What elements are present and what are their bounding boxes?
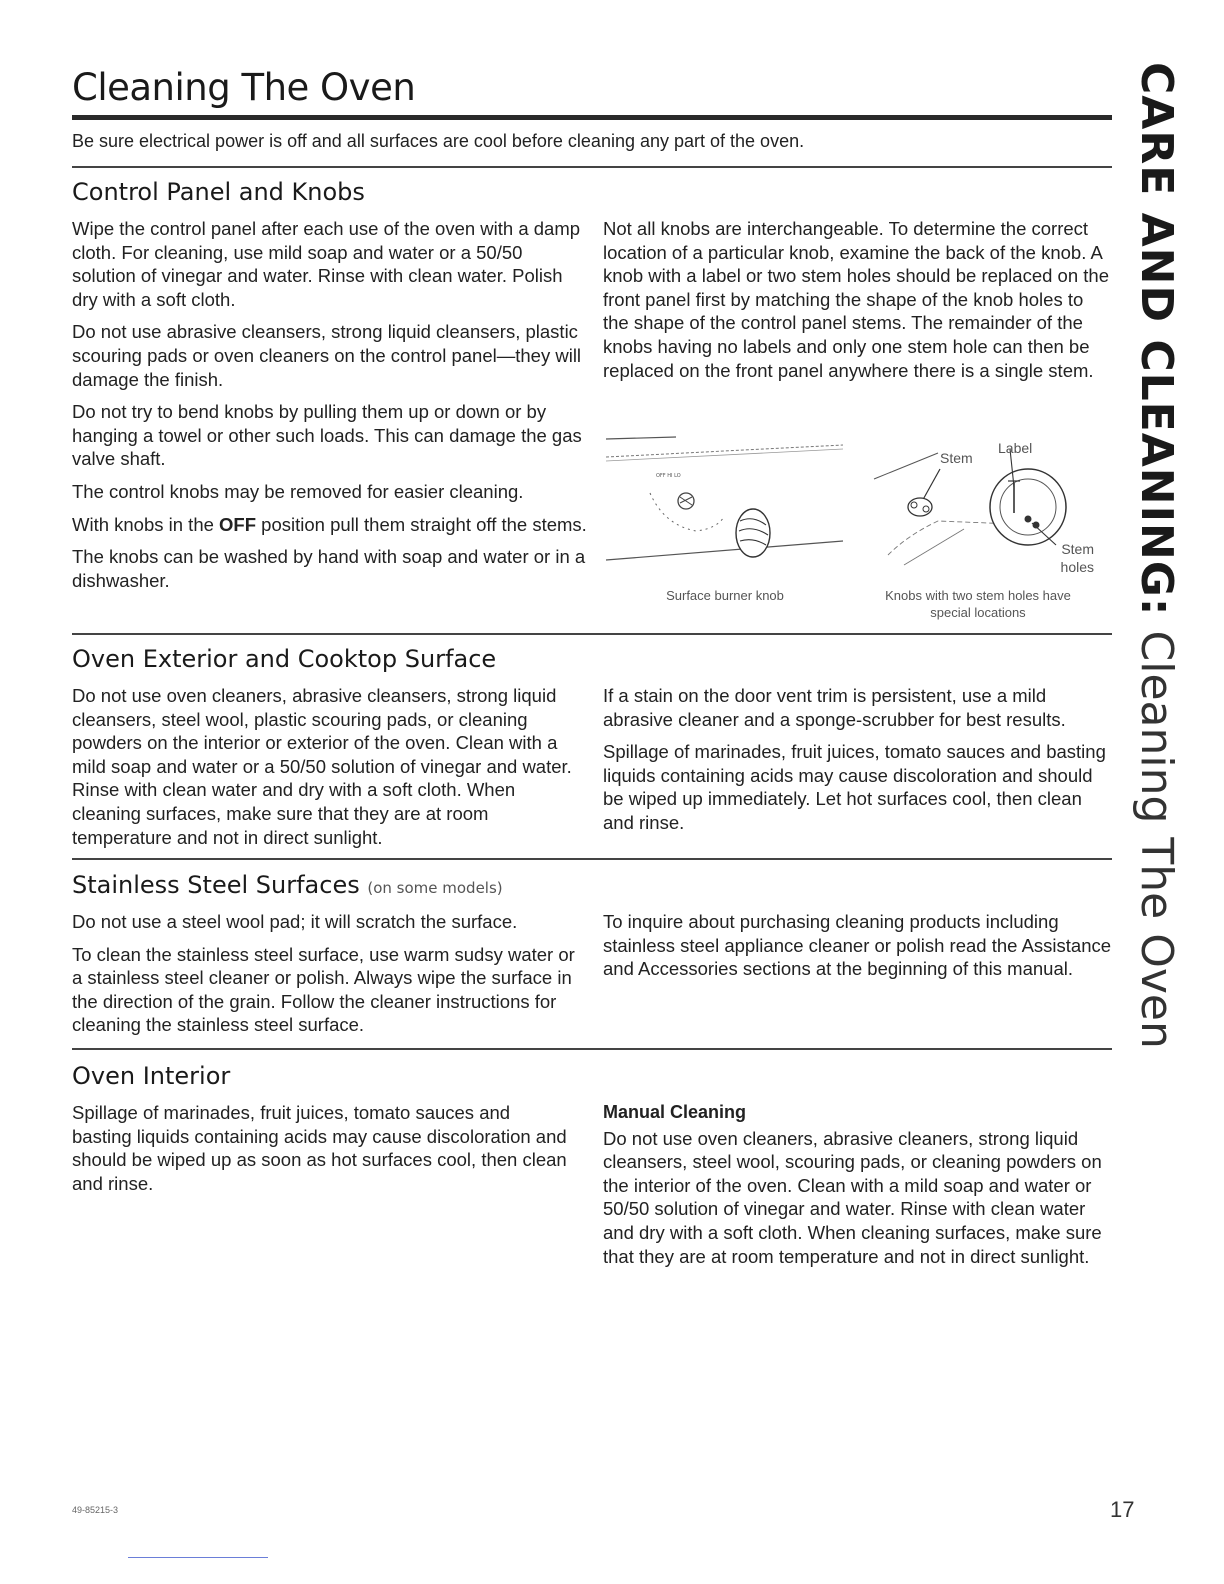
stem-holes-caption: Knobs with two stem holes have special locations [885,588,1071,620]
stainless-title-note: (on some models) [367,879,503,897]
paragraph: Do not use abrasive cleansers, strong liquid cleansers, plastic scouring pads or oven cleaners on the control panel—they will damage the finish. [72,321,582,390]
document-code: 49-85215-3 [72,1505,119,1515]
stainless-title-text: Stainless Steel Surfaces [72,871,360,899]
paragraph-off-position [72,513,587,537]
paragraph: Do not use oven cleaners, abrasive cleansers, strong liquid cleansers, steel wool, plastic scouring pads, or cleaning powders on the interior or exterior of the oven. Clean with a mild soap and water or a 50/50 solution of vinegar and water. Rinse with clean water and dry with a soft cloth. When cleaning surfaces, make sure that they are at room temperature and not in direct sunlight. [72,685,572,848]
stem-label: Stem [940,450,973,466]
paragraph: Spillage of marinades, fruit juices, tomato sauces and basting liquids containing acids may cause discoloration and should be wiped up as soon as hot surfaces cool, then clean and rinse. [72,1102,567,1194]
intro-text: Be sure electrical power is off and all surfaces are cool before cleaning any part of the oven. [72,131,805,151]
paragraph: To inquire about purchasing cleaning products including stainless steel appliance cleaner or polish read the Assistance and Accessories sections at the beginning of this manual. [603,911,1112,980]
manual-cleaning-heading: Manual Cleaning [603,1102,747,1122]
surface-burner-knob-illustration [598,425,858,585]
paragraph: Wipe the control panel after each use of the oven with a damp cloth. For cleaning, use mild soap and water or a 50/50 solution of vinegar and water. Rinse with clean water. Polish dry with a soft cloth. [72,218,581,310]
stainless-right-column [603,910,1113,990]
stainless-left-column [72,910,587,1046]
section-divider [72,166,1112,168]
section-title-interior: Oven Interior [72,1062,231,1090]
section-divider [72,1048,1112,1050]
control-panel-left-column [72,217,587,601]
footer-underline [128,1557,268,1558]
side-tab-bold: CARE AND CLEANING: [1131,62,1182,617]
exterior-right-column [603,684,1113,844]
paragraph: Not all knobs are interchangeable. To determine the correct location of a particular knob, examine the back of the knob. A knob with a label or two stem holes should be replaced on the front panel first by matching the shape of the knob holes to the shape of the control panel stems. The remainder of the knobs having no labels and only one stem hole can then be replaced on the front panel anywhere there is a single stem. [603,218,1109,381]
surface-burner-knob-caption: Surface burner knob [666,588,784,603]
page-number: 17 [1110,1497,1135,1522]
interior-left-column [72,1101,572,1204]
stem-holes-label: Stem holes [1060,541,1094,575]
paragraph: To clean the stainless steel surface, use warm sudsy water or a stainless steel cleaner or polish. Always wipe the surface in the direction of the grain. Follow the cleaner instructions for cleaning the stainless steel surface. [72,943,575,1036]
off-keyword: OFF [219,513,257,535]
paragraph: Do not try to bend knobs by pulling them up or down or by hanging a towel or other such loads. This can damage the gas valve shaft. [72,401,582,470]
exterior-left-column [72,684,572,858]
section-title-control-panel: Control Panel and Knobs [72,178,365,206]
page-title: Cleaning The Oven [72,66,416,109]
title-rule [72,115,1112,120]
section-title-stainless [72,871,503,899]
side-tab [1128,62,1184,1049]
paragraph: If a stain on the door vent trim is persistent, use a mild abrasive cleaner and a sponge-scrubber for best results. [603,685,1066,730]
paragraph: Spillage of marinades, fruit juices, tomato sauces and basting liquids containing acids may cause discoloration and should be wiped up immediately. Let hot surfaces cool, then clean and rinse. [603,741,1106,833]
paragraph: Do not use a steel wool pad; it will scratch the surface. [72,911,518,932]
paragraph: Do not use oven cleaners, abrasive cleaners, strong liquid cleansers, steel wool, scouring pads, or cleaning powders on the interior of the oven. Clean with a mild soap and water or 50/50 solution of vinegar and water. Rinse with clean water and dry with a soft cloth. When cleaning surfaces, make sure that they are at room temperature and not in direct sunlight. [603,1127,1102,1267]
label-label: Label [998,440,1033,456]
svg-text:OFF HI LO: OFF HI LO [656,473,681,479]
section-divider [72,858,1112,860]
section-divider [72,633,1112,635]
side-tab-light: Cleaning The Oven [1131,630,1182,1049]
text-span: With knobs in the [72,513,220,535]
text-span: position pull them straight off the stems. [256,513,587,535]
control-panel-right-column [603,217,1113,391]
section-title-exterior: Oven Exterior and Cooktop Surface [72,645,497,673]
interior-right-column [603,1101,1113,1277]
paragraph: The control knobs may be removed for easier cleaning. [72,480,524,502]
paragraph: The knobs can be washed by hand with soap and water or in a dishwasher. [72,546,586,591]
